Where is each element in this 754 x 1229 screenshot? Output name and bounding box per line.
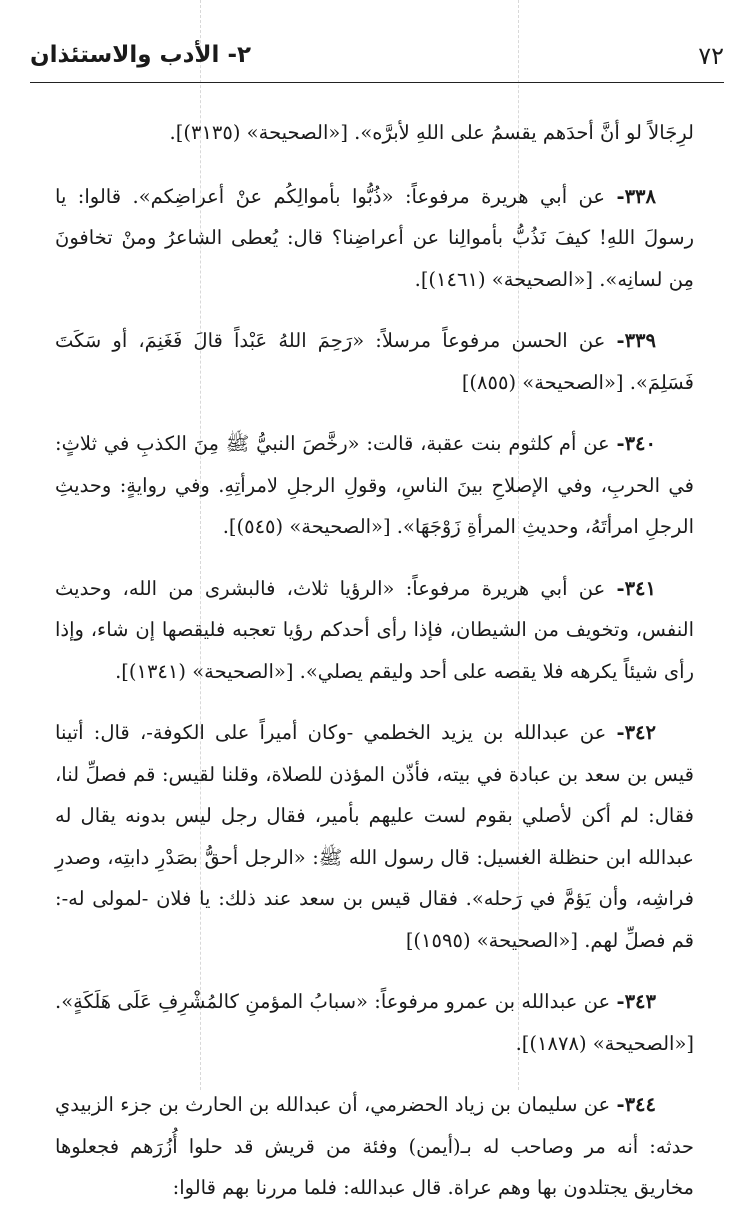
paragraph-text: عن الحسن مرفوعاً مرسلاً: «رَحِمَ اللهُ عَبْداً قالَ فَغَنِمَ، أو سَكَتَ فَسَلِمَ». [«الصحيحة» (٨٥٥)] [55, 329, 694, 394]
hadith-number: ٣٤٠- [616, 432, 656, 455]
paragraph [55, 1084, 694, 1209]
paragraph [55, 981, 694, 1064]
hadith-number: ٣٤١- [616, 576, 656, 600]
paragraph-text: عن أبي هريرة مرفوعاً: «الرؤيا ثلاث، فالبشرى من الله، وحديث النفس، وتخويف من الشيطان، فإذا رأى أحدكم رؤيا تعجبه فليقصها إن شاء، وإذا رأى شيئاً يكرهه فلا يقصه على أحد وليقم يصلي». [«الصحيحة» (١٣٤١)]. [55, 576, 694, 683]
paragraph [55, 423, 694, 548]
paragraph [55, 176, 694, 301]
paragraph [55, 112, 694, 154]
hadith-number: ٣٤٤- [616, 1093, 656, 1116]
paragraph [55, 320, 694, 403]
paragraph-text: عن سليمان بن زياد الحضرمي، أن عبدالله بن الحارث بن جزء الزبيدي حدثه: أنه مر وصاحب له بـ(أيمن) وفئة من قريش قد حلوا أُزُرَهم فجعلوها مخاريق يجتلدون بها وهم عراة. قال عبدالله: فلما مررنا بهم قالوا: [55, 1093, 694, 1199]
page-header [30, 28, 724, 80]
hadith-number: ٣٤٣- [616, 990, 656, 1013]
running-title: ٢- الأدب والاستئذان [30, 42, 252, 68]
header-divider [30, 82, 724, 83]
hadith-number: ٣٣٩- [616, 329, 656, 352]
page-number: ٧٢ [698, 42, 724, 70]
page-body [55, 112, 694, 1229]
paragraph [55, 712, 694, 961]
paragraph [55, 568, 694, 693]
paragraph-text: عن عبدالله بن يزيد الخطمي -وكان أميراً على الكوفة-، قال: أتينا قيس بن سعد بن عبادة في بيته، فأذّن المؤذن للصلاة، وقلنا لقيس: قم فصلِّ لنا، فقال: لم أكن لأصلي بقوم لست عليهم بأمير، فقال رجل ليس بدونه يقال له عبدالله ابن حنظلة الغسيل: قال رسول الله ﷺ: «الرجل أحقُّ بصَدْرِ دابتِه، وصدرِ فراشِه، وأن يَؤمَّ في رَحله». فقال قيس بن سعد عند ذلك: يا فلان -لمولى له-: قم فصلِّ لهم. [«الصحيحة» (١٥٩٥)] [55, 721, 694, 952]
paragraph-text: لرِجَالاً لو أنَّ أحدَهم يقسمُ على اللهِ لأبرَّه». [«الصحيحة» (٣١٣٥)]. [169, 121, 694, 144]
paragraph-text: عن أم كلثوم بنت عقبة، قالت: «رخَّصَ النبيُّ ﷺ مِنَ الكذبِ في ثلاثٍ: في الحربِ، وفي الإصلاحِ بينَ الناسِ، وقولِ الرجلِ لامرأتِهِ. وفي روايةٍ: وحديثِ الرجلِ امرأتَهُ، وحديثِ المرأةِ زَوْجَهَا». [«الصحيحة» (٥٤٥)]. [55, 432, 694, 538]
paragraph-text: عن أبي هريرة مرفوعاً: «ذُبُّوا بأموالِكُم عنْ أعراضِكم». قالوا: يا رسولَ اللهِ! كيفَ نَذُبُّ بأموالِنا عن أعراضِنا؟ قال: يُعطى الشاعرُ ومنْ تخافونَ مِن لسانِه». [«الصحيحة» (١٤٦١)]. [55, 184, 694, 291]
hadith-number: ٣٤٢- [616, 721, 656, 744]
paragraph-text: عن عبدالله بن عمرو مرفوعاً: «سبابُ المؤمنِ كالمُشْرِفِ عَلَى هَلَكَةٍ». [«الصحيحة» (١٨٧٨)]. [55, 990, 694, 1055]
hadith-number: ٣٣٨- [616, 184, 656, 208]
